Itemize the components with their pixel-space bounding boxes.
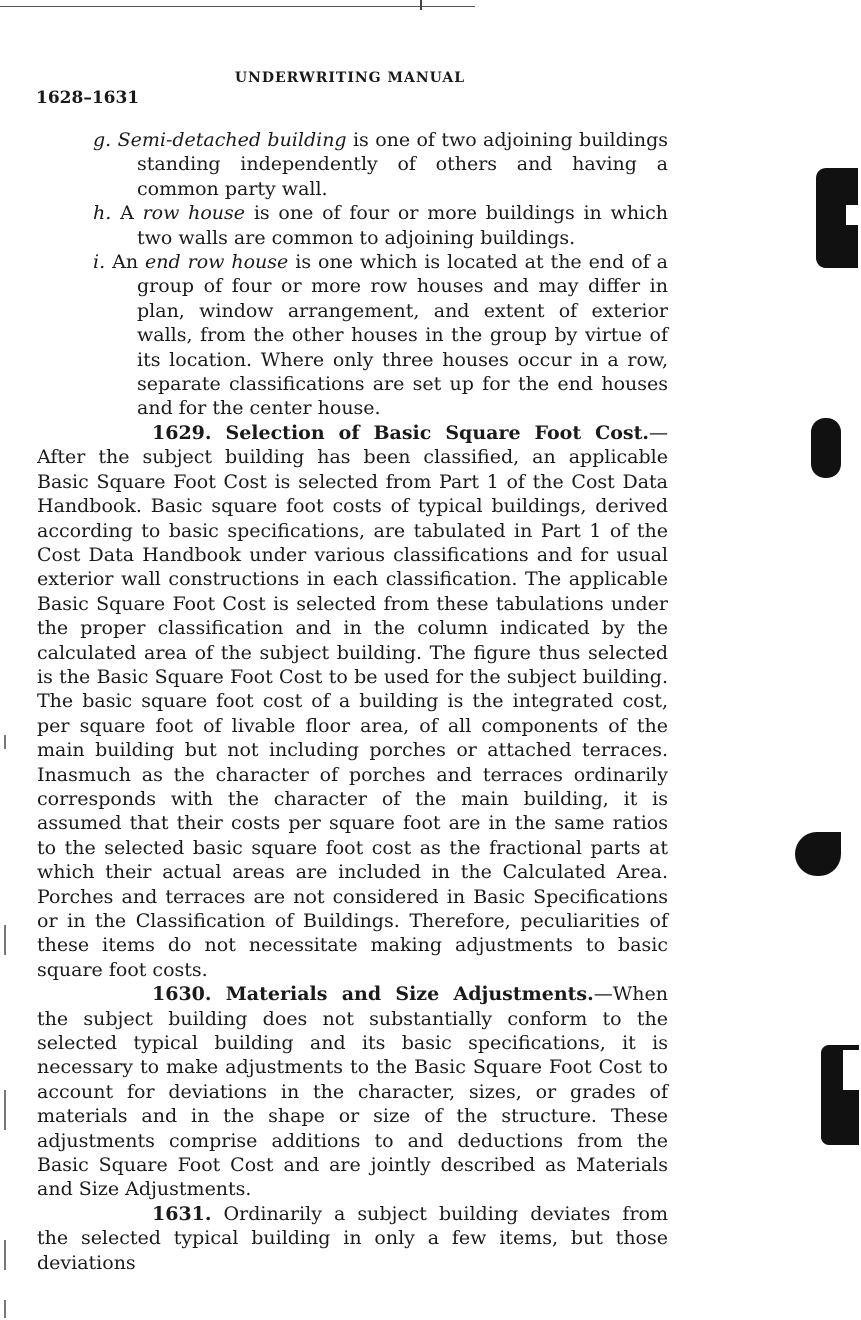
margin-speck xyxy=(4,1090,6,1130)
definition-marker: h. xyxy=(93,202,112,225)
paragraph-text: —When the subject building does not substantially conform to the selected typical building and its basic specifications, it is necessary to make adjustments to the Basic Square Foot Cost to account for deviations in the character, sizes, or grades of materials and in the shape or size of the structure. These adjustments comprise additions to and deductions from the Basic Square Foot Cost and are jointly described as Materials and Size Adjustments. xyxy=(37,983,668,1201)
definition-term: row house xyxy=(142,202,246,225)
paragraph-1631 xyxy=(37,1202,668,1275)
paragraph-heading: 1629. Selection of Basic Square Foot Cost. xyxy=(152,421,649,444)
margin-speck xyxy=(4,1300,6,1318)
running-head: UNDERWRITING MANUAL xyxy=(234,70,466,86)
definition-marker: i. xyxy=(93,251,106,274)
definition-text: is one which is located at the end of a group of four or more row houses and may differ in plan, window arrangement, and extent of exterior walls, from the other houses in the group by virtue of its location. Where only three houses occur in a row, separate classifications are set up for the end houses and for the center house. xyxy=(137,251,668,420)
definition-text: is one of two adjoining buildings standing independently of others and having a common party wall. xyxy=(137,129,668,200)
definition-prefix: A xyxy=(120,202,134,225)
paragraph-text: Ordinarily a subject building deviates from the selected typical building in only a few items, but those deviations xyxy=(37,1202,668,1274)
definition-prefix: An xyxy=(112,251,139,274)
margin-speck xyxy=(4,1240,6,1270)
binding-hole-mark xyxy=(795,832,841,876)
definition-text: is one of four or more buildings in which two walls are common to adjoining buildings. xyxy=(137,202,669,249)
definition-marker: g. xyxy=(93,129,112,151)
definition-term: Semi-detached building xyxy=(117,129,347,151)
margin-speck xyxy=(4,735,6,749)
top-rule-tick xyxy=(420,0,422,10)
paragraph-1629 xyxy=(37,421,668,982)
section-range: 1628–1631 xyxy=(36,88,140,108)
definition-g xyxy=(37,128,668,201)
binding-tab-notch xyxy=(846,205,861,225)
definition-term: end row house xyxy=(145,251,289,274)
paragraph-heading: 1630. Materials and Size Adjustments. xyxy=(152,983,594,1006)
page-body xyxy=(37,128,668,1275)
margin-speck xyxy=(4,925,6,955)
top-rule xyxy=(0,6,475,7)
paragraph-heading: 1631. xyxy=(152,1202,212,1225)
definition-i xyxy=(37,250,668,421)
paragraph-text: —After the subject building has been classified, an applicable Basic Square Foot Cost is selected from Part 1 of the Cost Data Handbook. Basic square foot costs of typical buildings, derived according to basic specifications, are tabulated in Part 1 of the Cost Data Handbook under various classifications and for usual exterior wall constructions in each classification. The applicable Basic Square Foot Cost is selected from these tabulations under the proper classification and in the column indicated by the calculated area of the subject building. The figure thus selected is the Basic Square Foot Cost to be used for the subject building. The basic square foot cost of a building is the integrated cost, per square foot of livable floor area, of all components of the main building but not including porches or attached terraces. Inasmuch as the character of porches and terraces ordinarily corresponds with the character of the main building, it is assumed that their costs per square foot are in the same ratios to the selected basic square foot cost as the fractional parts at which their actual areas are included in the Calculated Area. Porches and terraces are not considered in Basic Specifications or in the Classification of Buildings. Therefore, peculiarities of these items do not necessitate making adjustments to basic square foot costs. xyxy=(37,421,668,981)
definition-h xyxy=(37,201,668,250)
binding-tab-notch xyxy=(843,1050,861,1090)
binding-hole-mark xyxy=(811,418,841,478)
paragraph-1630 xyxy=(37,982,668,1202)
